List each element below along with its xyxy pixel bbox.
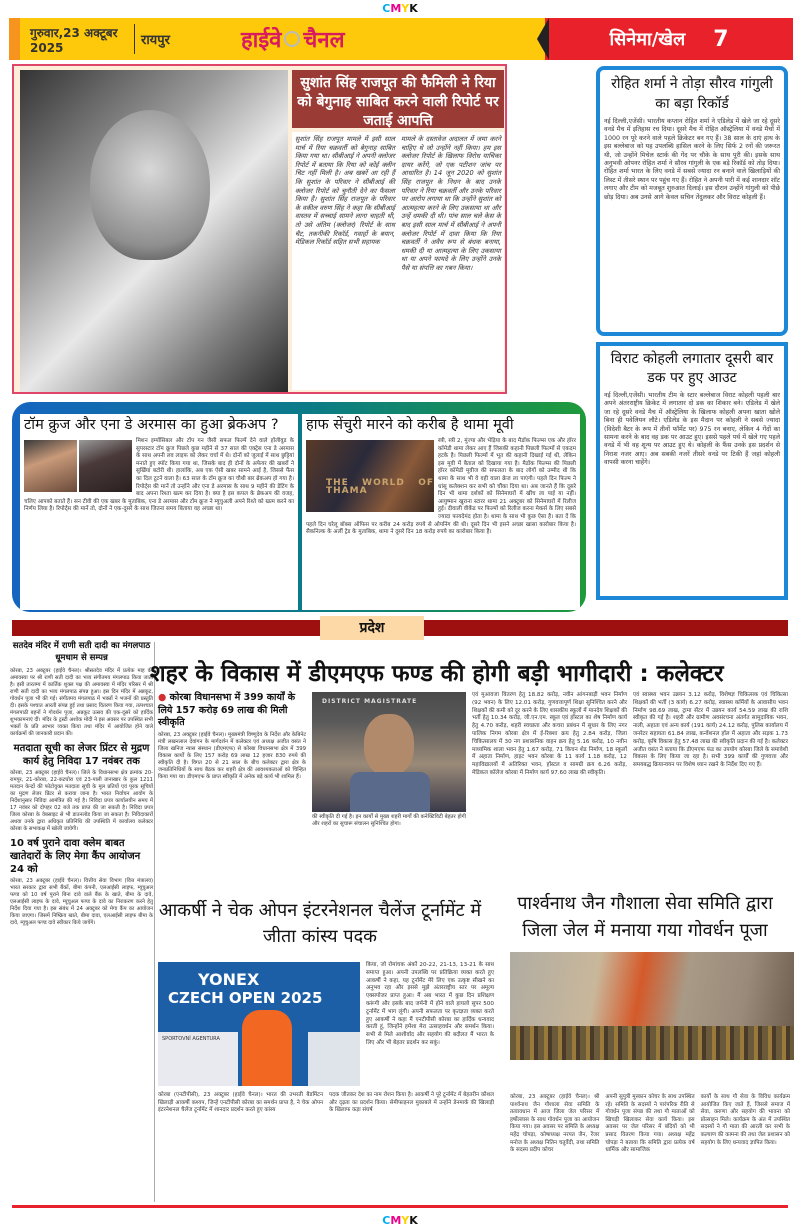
- ssr-column-1: सुशांत सिंह राजपूत मामले में इसी साल मार्च में रिया चक्रवर्ती को बेगुनाह साबित किया गया था। सीबीआई ने अपनी क्लोजर रिपोर्ट में बताया कि रिया को कोई क्लीन चिट नहीं मिली है। अब खबरें आ रही हैं कि सुशांत के परिवार ने सीबीआई की क्लोजर रिपोर्ट को चुनौती देने का फैसला किया है। सुशांत सिंह राजपूत के परिवार के वकील वरुण सिंह ने कहा कि सीबीआई वास्तव में सच्चाई सामने लाना चाहती थी, तो उसे अंतिम (क्लोजर) रिपोर्ट के साथ चैट, तकनीकी रिकॉर्ड, गवाहों के बयान, मेडिकल रिकॉर्ड सहित सभी सहायक: [295, 135, 395, 247]
- temple-body: कोरबा, 23 अक्टूबर (हाईवे चैनल)। श्रीसतदेव मंदिर में प्रत्येक माह की अमावस्या पर श्री राणी सती दादी का भव्य संगीतमय मंगलपाठ किया जाता है। इसी तारतम्य में कार्तिक शुक्ल पक्ष की अमावस्या में मंदिर परिसर में श्री राणी सती दादी का भव्य मंगलपाठ संपन्न हुआ। इस दिन मंदिर में अन्नकूट, गोवर्धन पूजा भी की गई। संगीतमय मंगलपाठ में भक्तों ने भजनों की प्रस्तुति दी। इसके पश्चात आरती संपन्न हुई तथा प्रसाद वितरण किया गया, तत्पश्चात मंगलपाठी बहनों ने गोवर्धन पूजा, अन्नकूट उत्सव की एक-दूसरे को हार्दिक शुभकामनाएं दीं। मंदिर के ट्रस्टी अशोक मोदी ने इस अवसर पर उपस्थित सभी भक्तों के प्रति आभार व्यक्त किया तथा मंदिर में आयोजित होने वाले कार्यक्रमों की जानकारी प्रदान की।: [10, 668, 153, 737]
- czech-open-banner-text: CZECH OPEN 2025: [168, 989, 323, 1007]
- dmf-photo-caption-text: की स्वीकृति दी गई है। इन कार्यों से मुख्य शहरी मार्गों की कनेक्टिविटी बेहतर होगी और शहरों का सुचारू संचालन सुनिश्चित होगा।: [312, 814, 466, 827]
- tom-cruise-story: [20, 414, 298, 610]
- kohli-headline[interactable]: विराट कोहली लगातार दूसरी बार डक पर हुए आउट: [610, 351, 774, 386]
- dmf-subheadline-text: कोरबा विधानसभा में 399 कार्यों के लिये 157 करोड़ 69 लाख की मिली स्वीकृति: [158, 692, 296, 728]
- jain-column-3: कार्यों के साथ गौ सेवा के विविध कार्यक्रम आयोजित किए जाते हैं, जिससे समाज में सेवा, करुणा और सहयोग की भावना को प्रोत्साहन मिले। कार्यक्रम के अंत में उपस्थित सदस्यों ने गौ माता की आरती कर सभी के कल्याण की कामना की तथा जेल प्रशासन को सहयोग के लिए धन्यवाद ज्ञापित किया।: [700, 1094, 790, 1146]
- rohit-body: नई दिल्ली,एजेंसी। भारतीय कप्तान रोहित शर्मा ने एडिलेड में खेले जा रहे दूसरे वनडे मैच में इतिहास रच दिया। दूसरे मैच में रोहित ऑस्ट्रेलिया में वनडे मैचों में 1000 रन पूरे करने वाले पहले क्रिकेटर बन गए हैं। 38 साल के दाएं हाथ के इस बल्लेबाज को यह उपलब्धि हासिल करने के लिए सिर्फ 2 रनों की जरूरत थी, जो उन्होंने मिचेल स्टार्क की गेंद पर चौके के साथ पूरी की। इसके साथ अनुभवी ओपनर रोहित शर्मा ने सौरव गांगुली के एक बड़े रिकॉर्ड को तोड़ दिया। रोहित शर्मा भारत के लिए वनडे में सबसे ज्यादा रन बनाने वाले खिलाड़ियों की लिस्ट में तीसरे स्थान पर पहुंच गए हैं। रोहित ने अपनी पारी में कई शानदार शॉट लगाए और टीम को मजबूत शुरुआत दिलाई। इस दौरान उन्होंने गांगुली को पीछे छोड़ दिया। अब उनसे आगे केवल सचिन तेंदुलकर और विराट कोहली हैं।: [604, 118, 780, 201]
- ssr-headline[interactable]: सुशांत सिंह राजपूत की फैमिली ने रिया को बेगुनाह साबित करने वाली रिपोर्ट पर जताई आपत्ति: [292, 70, 504, 128]
- kohli-body: नई दिल्ली,एजेंसी। भारतीय टीम के स्टार बल्लेबाज विराट कोहली पहली बार अपने अंतरराष्ट्रीय क्रिकेट में लगातार दो डक का शिकार बने। एडिलेड में खेले जा रहे दूसरे वनडे मैच में ऑस्ट्रेलिया के खिलाफ कोहली अपना खाता खोले बिना ही पवेलियन लौटे। एडिलेड के इस मैदान पर कोहली ने सबसे ज्यादा (विदेशी बैटर के रूप में तीनों फॉर्मेट पर) 975 रन बनाए, लेकिन 4 गेंदों का सामना करने के बाद वह डक पर आउट हुए। इससे पहले पर्थ में खेले गए पहले वनडे में भी वह शून्य पर आउट हुए थे। कोहली के फैंस उनके इस प्रदर्शन से निराश नजर आए। अब सबकी नजरें तीसरे वनडे पर टिकी हैं जहां कोहली वापसी करना चाहेंगे।: [604, 392, 780, 467]
- badminton-column-2: पदक जीतकर देश का नाम रोशन किया है। आकर्षी ने पूरे टूर्नामेंट में बेहतरीन कौशल और दृढ़ता का प्रदर्शन किया। सेमीफाइनल मुकाबले में उन्होंने डेनमार्क की खिलाड़ी के खिलाफ कड़ा संघर्ष: [329, 1092, 494, 1114]
- sponsor-board: SPORTOVNÍ AGENTURA: [158, 1032, 238, 1086]
- collector-photo: [312, 692, 466, 812]
- badminton-side-text: किया, जो रोमांचक अंकों 20-22, 21-13, 13-21 के साथ समाप्त हुआ। अपनी उपलब्धि पर प्रतिक्रिया व्यक्त करते हुए आकर्षी ने कहा, यह टूर्नामेंट मेरे लिए एक उत्कृष्ट सीखने का अनुभव रहा और इससे मुझे अंतरराष्ट्रीय स्तर पर अमूल्य एक्सपोजर प्राप्त हुआ। मैं अब भारत में कुछ दिन प्रशिक्षण करूंगी और इसके बाद जर्मनी में होने वाले हायलो सुपर 500 टूर्नामेंट में भाग लूंगी। अपनी सफलता पर कृतज्ञता व्यक्त करते हुए आकर्षी ने कहा मैं एनटीपीसी कोरबा का हार्दिक धन्यवाद करती हूं, जिन्होंने हमेशा मेरा उत्साहवर्धन और समर्थन किया। सभी से मिले आशीर्वाद और सहयोग की बदौलत मैं भारत के लिए और भी बेहतर प्रदर्शन कर सकूं।: [366, 962, 494, 1046]
- entertainment-frame: [12, 402, 586, 612]
- cmyk-registration-mark-top: CMYK: [382, 2, 418, 15]
- section-name: सिनेमा/खेल: [609, 29, 686, 50]
- issue-date: गुरुवार,23 अक्टूबर 2025: [30, 25, 118, 55]
- yonex-banner-text: YONEX: [198, 970, 260, 989]
- pradesh-section-bar: [12, 620, 788, 636]
- newspaper-logo[interactable]: [241, 24, 345, 54]
- dmf-column-b: एवं स्वास्थ्य भवन उन्नयन 3.12 करोड़, विशेषज्ञ चिकित्सक एवं चिकित्सा शिक्षकों की भर्ती (3 कार्य) 6.27 करोड़, स्वास्थ्य कर्मियों के आवासीय भवन निर्माण 98.69 लाख, ट्रामा सेंटर में उन्नयन कार्य 54.59 लाख की राशि स्वीकृत की गई है। शहरी और ग्रामीण अवसंरचना अंतर्गत सामुदायिक भवन, नाली, अहाता एवं अन्य कार्य (191 कार्य) 24.12 करोड़, पुलिस कार्यालय में जनरेटर सहायता 61.84 लाख, कन्वेंशनल हॉल में अहाता और सड़क 1.73 करोड़, कृषि विकास हेतु 57.48 लाख की स्वीकृति प्रदान की गई है। कलेक्टर अजीत वसंत ने बताया कि डीएमएफ फंड का उपयोग कोरबा जिले के समावेशी विकास के लिए किया जा रहा है। सभी 399 कार्यों की गुणवत्ता और समयबद्ध क्रियान्वयन पर विशेष ध्यान रखने के निर्देश दिए गए हैं।: [633, 692, 788, 769]
- thama-poster-title: THE WORLD OF THAMA: [326, 478, 434, 496]
- section-notch-icon: [537, 18, 549, 60]
- badminton-columns: [158, 1092, 494, 1115]
- badminton-photo: [158, 962, 360, 1086]
- govardhan-puja-photo: [510, 952, 794, 1060]
- temple-headline[interactable]: सतदेव मंदिर में राणी सती दादी का मंगलपाठ धूमधाम से सम्पन्न: [12, 641, 151, 663]
- masthead-divider: [134, 24, 135, 54]
- masthead-orange-bar: [9, 18, 20, 60]
- tom-headline[interactable]: टॉम क्रुज और एना डे अरमास का हुआ ब्रेकअप ?: [24, 417, 279, 433]
- badminton-headline[interactable]: आकर्षी ने चेक ओपन इंटरनेशनल चैलेंज टूर्नामेंट में जीता कांस्य पदक: [158, 900, 482, 947]
- rohit-story: [596, 66, 788, 336]
- dmf-column-a: एवं मुआवजा वितरण हेतु 18.82 करोड़, नवीन आंगनबाड़ी भवन निर्माण (92 भवन) के लिए 12.01 करोड़, गुणवत्तापूर्ण शिक्षा सुनिश्चित करने और शिक्षकों की कमी को दूर करने के लिए शासकीय स्कूलों में मानदेय शिक्षकों की भर्ती हेतु 10.34 करोड़, जी.एन.एम. स्कूल एवं हॉस्टल का शेष निर्माण कार्य हेतु 4.70 करोड़, शहरी स्वच्छता और कचरा प्रबंधन में सुधार के लिए नगर पालिक निगम कोरबा क्षेत्र में ई-रिक्शा क्रय हेतु 2.84 करोड़, जिला चिकित्सालय में 30 नग प्रशासनिक वाहन क्रय हेतु 5.16 करोड़, 10 नवीन माध्यमिक शाला भवन हेतु 1.67 करोड़, 71 किचन शेड निर्माण, 18 स्कूलों में अहाता निर्माण, हाइट भवन कोरबा के 11 कार्य 1.18 करोड़, 12 महाविद्यालयों में अतिरिक्त भवन, हॉस्टल व सामग्री क्रय 6.26 करोड़, मेडिकल कॉलेज कोरबा में निर्माण कार्य 97.60 लाख की स्वीकृति।: [472, 692, 627, 776]
- logo-text-channel: चैनल: [303, 28, 345, 53]
- logo-text-highway: हाईवे: [241, 28, 282, 53]
- left-news-column: [10, 640, 153, 1180]
- ana-de-armas-photo: [79, 440, 132, 492]
- voter-list-headline[interactable]: मतदाता सूची का लेजर प्रिंटर से मुद्रण कार्य हेतु निविदा 17 नवंबर तक: [13, 743, 150, 767]
- tom-cruise-photo: [24, 440, 77, 492]
- rohit-headline[interactable]: रोहित शर्मा ने तोड़ा सौरव गांगुली का बड़ा रिकॉर्ड: [611, 76, 773, 112]
- cmyk-registration-mark-bottom: CMYK: [382, 1214, 418, 1227]
- ssr-body: [292, 132, 504, 390]
- pradesh-section-label: प्रदेश: [320, 616, 424, 640]
- tom-body-text: मिशन इम्पॉसिबल और टॉप गन जैसी सफल फिल्में देने वाले हॉलीवुड के सुपरस्टार टॉम क्रूज पिछले कुछ महीने से 37 साल की एक्ट्रेस एना डे अरमास के साथ अपनी लव लाइफ को लेकर चर्चा में थे। दोनों को जुलाई में साथ छुट्टियां मनाते हुए स्पॉट किया गया था, जिसके बाद ही दोनों के अफेयर की खबरों ने सुर्खियां बटोरी थी। हालांकि, अब एक ऐसी खबर सामने आई है, जिससे फैंस का दिल टूटने वाला है। 63 साल के टॉम क्रूज का चौथी बार ब्रेकअप हो गया है। रिपोर्ट्स की मानें तो उन्होंने और एना डे अरमास के साथ 9 महीने की डेटिंग के बाद अपना रिश्ता खत्म कर दिया है। क्या है इस कपल के ब्रेकअप की वजह, चलिए आपको बताते हैं। सन टीवी की एक खबर के मुताबिक, एना डे अरमास और टॉम क्रूज ने म्यूचुअली अपने रिश्ते को खत्म करने का निर्णय लिया है। रिपोर्ट्स की मानें तो, दोनों ने एक-दूसरे के साथ जितना समय बिताया वह अच्छा था।: [24, 438, 294, 513]
- jain-column-1: कोरबा, 23 अक्टूबर (हाईवे चैनल)। श्री पार्श्वनाथ जैन गौशाला सेवा समिति के तत्वावधान में आज जिला जेल परिसर में हर्षोल्लास के साथ गोवर्धन पूजा का आयोजन किया गया। इस अवसर पर समिति के अध्यक्ष महेंद्र चोपड़ा, कोषाध्यक्ष नरपत जैन, रेंजर मनोज के अध्यक्ष नितिन चतुर्वेदी, तथा समिति के सदस्य प्रदीप कोचर: [510, 1094, 600, 1154]
- bullet-icon: ●: [158, 692, 170, 703]
- badminton-column-1: कोरबा (एनटीपीसी), 23 अक्टूबर (हाईवे चैनल)। भारत की उभरती बैडमिंटन खिलाड़ी आकर्षी कश्यप, जिन्हें एनटीपीसी कोरबा का समर्थन प्राप्त है, ने चेक ओपन इंटरनेशनल चैलेंज टूर्नामेंट में शानदार प्रदर्शन करते हुए कांस्य: [158, 1092, 323, 1114]
- edition-city: रायपुर: [141, 33, 170, 48]
- ssr-story: [12, 64, 507, 394]
- district-magistrate-sign: DISTRICT MAGISTRATE: [322, 698, 418, 705]
- tom-body: [20, 436, 298, 516]
- jain-gaushala-headline[interactable]: पार्श्वनाथ जैन गौशाला सेवा समिति द्वारा जिला जेल में मनाया गया गोवर्धन पूजा: [517, 893, 773, 941]
- dmf-headline[interactable]: शहर के विकास में डीएमएफ फण्ड की होगी बड़ी भागीदारी : कलेक्टर: [150, 661, 724, 687]
- voter-list-body: कोरबा, 23 अक्टूबर (हाईवे चैनल)। जिले के विधानसभा क्षेत्र क्रमांक 20-रामपुर, 21-कोरबा, 22-कटघोरा एवं 23-पाली तानाखार के कुल 1211 मतदान केन्द्रों की फोटोयुक्त मतदाता सूची के मूल प्रतियों एवं पूरक सूचियों का मुद्रण लेजर प्रिंटर से कराया जाना है। भारत निर्वाचन आयोग के निर्देशानुसार निविदा आमंत्रित की गई है। निविदा प्रपत्र कार्यालयीन समय में 17 नवंबर को दोपहर 02 बजे तक प्राप्त की जा सकती है। निविदा प्रपत्र जिला कोरबा के वेबसाइट से भी डाउनलोड किया जा सकता है। निविदाकारों अथवा उनके द्वारा अधिकृत प्रतिनिधि की उपस्थिति में कार्यालय कलेक्टर कोरबा के सभाकक्ष में खोली जायेगी।: [10, 770, 153, 832]
- ssr-column-2: मामले के दस्तावेज अदालत में जमा करने चाहिए थे जो उन्होंने नहीं किया। हम इस क्लोजर रिपोर्ट के खिलाफ विरोध याचिका दायर करेंगे, जो एक पटीशन जांच पर आधारित है। 14 जून 2020 को सुशांत सिंह राजपूत के निधन के बाद उनके परिवार ने रिया चक्रवर्ती और उनके परिवार पर आरोप लगाया था कि उन्होंने सुशांत को आत्महत्या करने के लिए उकसाया था और उन्हें धमकी दी थी। पांच साल चले केस के बाद इसी साल मार्च में सीबीआई ने अपनी क्लोजर रिपोर्ट में दावा किया कि रिया चक्रवर्ती ने अवैध रूप से बंधक बनाया, धमकी दी या आत्महत्या के लिए उकसाया था या अपने फायदे के लिए उन्होंने उनके पैसे या संपत्ति का गबन किया।: [401, 135, 501, 272]
- bottom-red-rule: [12, 1205, 788, 1208]
- tom-ana-photos: [24, 440, 132, 492]
- dmf-columns: [472, 692, 788, 778]
- thama-poster: [306, 440, 434, 512]
- ssr-actor-photo: [20, 70, 288, 392]
- puja-floor-decoration: [510, 1026, 794, 1060]
- kohli-story: [596, 342, 788, 600]
- claim-camp-body: कोरबा, 23 अक्टूबर (हाईवे चैनल)। वित्तीय सेवा विभाग (वित्त मंत्रालय) भारत सरकार द्वारा सभी बैंकों, बीमा कंपनी, एलआईसी लाइफ, म्यूचुअल फण्ड को 10 वर्ष पुराने बिना दावे वाले बैंक के खाते, बीमा के दावे, एलआईसी लाइफ के दावे, म्यूचुअल फण्ड के दावे का निराकरण करने हेतु निर्देश दिया गया है। इस संबंध में 24 अक्टूबर को मेगा कैंप का आयोजन किया जाएगा। जिसमें निष्क्रिय खाते, बीमा दावा, एलआईसी लाइफ बीमा के दावे, म्यूचुअल फण्ड दावे स्वीकार किये जायेंगे।: [10, 878, 153, 926]
- player-figure: [242, 1010, 292, 1086]
- collector-suit: [350, 772, 430, 812]
- collector-face: [364, 714, 414, 776]
- thama-body: [302, 436, 580, 539]
- thama-story: [302, 414, 580, 610]
- dmf-subheadline[interactable]: [158, 692, 306, 730]
- photo-board: [308, 1032, 360, 1086]
- ssr-photo-face: [90, 110, 210, 260]
- thama-headline[interactable]: हाफ सेंचुरी मारने को करीब है थामा मूवी: [306, 417, 514, 433]
- dmf-body: कोरबा, 23 अक्टूबर (हाईवे चैनल)। मुख्यमंत्री विष्णुदेव के निर्देश और केबिनेट मंत्री लखनलाल देवांगन के मार्गदर्शन में कलेक्टर एवं अध्यक्ष अजीत वसंत ने जिला खनिज न्यास संस्थान (डीएमएफ) से कोरबा विधानसभा क्षेत्र में 399 विकास कार्यों के लिए 157 करोड़ 69 लाख 12 हजार 830 रुपये की स्वीकृति दी है। विगत 20 से 21 साल के बीच कलेक्टर द्वारा क्षेत्र के जनप्रतिनिधियों के साथ बैठक कर शहरी क्षेत्र की आवश्यकताओं को चिन्हित किया गया था। डीएमएफ के प्राप्त स्वीकृति में अनेक बड़े कार्य भी शामिल हैं।: [158, 731, 306, 780]
- jain-columns: [510, 1094, 790, 1155]
- thama-body-text: स्त्री, स्त्री 2, मुंज्या और भेड़िया के बाद मैडॉक फिल्म्स एक और हॉरर कॉमेडी थामा लेकर आए हैं जिसकी कहानी पिछली फिल्मों से एकदम हटके है। पिछली फिल्मों में भूत की कहानी दिखाई गई थी, लेकिन इस मूवी में बैताल को दिखाया गया है। मैडॉक फिल्म्स की पिछली हॉरर कॉमेडी मूवीज की सफलता के बाद लोगों को उम्मीद थी कि थामा के साथ भी वे वही वाला क्रेज ला पाएंगी। पहले दिन फिल्म ने धांसू कलेक्शन कर सभी को चौंका दिया था। अब जानते हैं कि दूसरे दिन भी थामा दर्शकों को सिनेमाघरों में खींच ला पाई या नहीं। आयुष्मान खुराना स्टारर थामा 21 अक्टूबर को सिनेमाघरों में रिलीज हुई। दीवाली वीकेंड पर फिल्मों को रिलीज करना मेकर्स के लिए सबसे ज्यादा फायदेमंद होता है। थामा के साथ भी कुछ ऐसा है। बता दें कि पहले दिन घरेलू बॉक्स ऑफिस पर करीब 24 करोड़ रुपये से ओपनिंग की थी। दूसरे दिन भी इसने अच्छा खासा कारोबार किया है। सैकनिल्क के अर्ली ट्रेड के मुताबिक, थामा ने दूसरे दिन 18 करोड़ रुपये का कारोबार किया है।: [306, 438, 576, 536]
- jain-column-2: अपनी सुपुत्री मुस्कान कोचर के साथ उपस्थित रहे। समिति के सदस्यों ने पारंपरिक रीति से गोवर्धन पूजा संपन्न की तथा गौ माताओं को खिचड़ी खिलाकर सेवा कार्य किया। इस अवसर पर जेल परिसर में बंदियों को भी प्रसाद वितरण किया गया। अध्यक्ष महेंद्र चोपड़ा ने बताया कि समिति द्वारा प्रत्येक वर्ष धार्मिक और सामाजिक: [605, 1094, 695, 1154]
- section-tab[interactable]: [545, 18, 793, 60]
- logo-ring-icon: [284, 31, 300, 47]
- page-number: 7: [713, 26, 729, 52]
- dmf-korba-block: [158, 692, 306, 781]
- claim-camp-headline[interactable]: 10 वर्ष पुराने दावा क्लेम बाबत खातेदारों के लिए मेगा कैंप आयोजन 24 को: [10, 838, 141, 875]
- masthead: [9, 18, 793, 60]
